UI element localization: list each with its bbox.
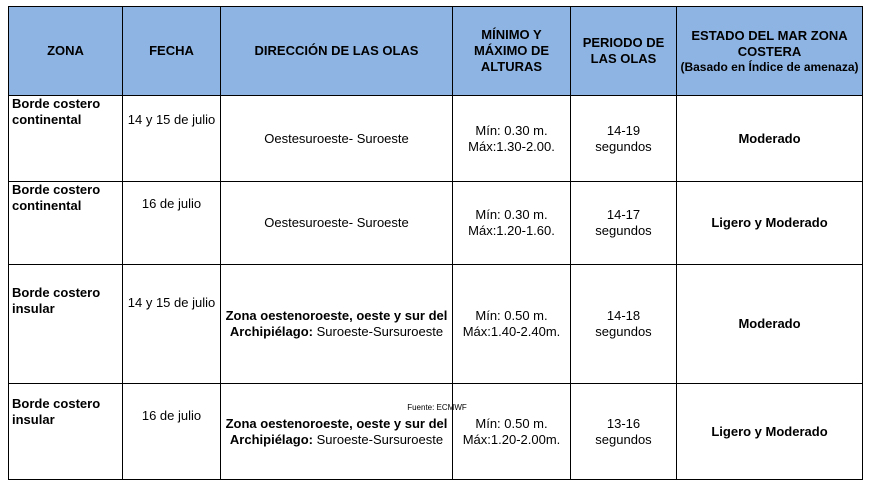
- cell-alturas: [453, 96, 571, 182]
- direccion-zone-label: Zona oestenoroeste, oeste y sur del Archipiélago:: [225, 308, 448, 339]
- source-caption: Fuente: ECMWF: [407, 403, 467, 412]
- cell-fecha: 14 y 15 de julio: [123, 265, 221, 384]
- altura-min: Mín: 0.30 m.: [475, 122, 548, 138]
- header-fecha: FECHA: [123, 7, 221, 96]
- cell-alturas: [453, 265, 571, 384]
- table-header: [9, 7, 863, 96]
- periodo-unit: segundos: [595, 138, 652, 154]
- table-body: [9, 96, 863, 480]
- table-row: [9, 96, 863, 182]
- table-row: [9, 182, 863, 265]
- cell-fecha: 14 y 15 de julio: [123, 96, 221, 182]
- cell-fecha: 16 de julio: [123, 384, 221, 480]
- header-periodo: PERIODO DE LAS OLAS: [571, 7, 677, 96]
- cell-periodo: [571, 384, 677, 480]
- direccion-value: Suroeste-Sursuroeste: [313, 431, 444, 447]
- cell-zona: Borde costero insular: [9, 384, 123, 480]
- cell-zona: Borde costero insular: [9, 265, 123, 384]
- cell-estado: Moderado: [677, 265, 863, 384]
- header-estado: [677, 7, 863, 96]
- cell-alturas: [453, 384, 571, 480]
- header-estado-title: ESTADO DEL MAR ZONA COSTERA: [691, 27, 848, 59]
- altura-min: Mín: 0.30 m.: [475, 207, 548, 222]
- cell-alturas: [453, 182, 571, 265]
- direccion-zone-label: Zona oestenoroeste, oeste y sur del Archipiélago:: [225, 415, 448, 447]
- cell-zona: Borde costero continental: [9, 182, 123, 265]
- header-row: [9, 7, 863, 96]
- cell-direccion: [221, 384, 453, 480]
- altura-max: Máx:1.20-1.60.: [468, 223, 555, 238]
- periodo-value: 14-19: [606, 122, 641, 138]
- cell-direccion: [221, 96, 453, 182]
- direccion-value: Oestesuroeste- Suroeste: [264, 130, 409, 146]
- cell-estado: Ligero y Moderado: [677, 182, 863, 265]
- periodo-value: 14-17: [606, 207, 641, 222]
- periodo-unit: segundos: [595, 431, 652, 447]
- altura-max: Máx:1.40-2.40m.: [462, 324, 561, 339]
- altura-max: Máx:1.20-2.00m.: [462, 431, 561, 447]
- cell-estado: Moderado: [677, 96, 863, 182]
- altura-min: Mín: 0.50 m.: [475, 308, 548, 323]
- periodo-value: 14-18: [606, 308, 641, 323]
- table-row: [9, 384, 863, 480]
- direccion-value: Suroeste-Sursuroeste: [313, 324, 444, 339]
- cell-estado: Ligero y Moderado: [677, 384, 863, 480]
- cell-zona: Borde costero continental: [9, 96, 123, 182]
- periodo-unit: segundos: [595, 223, 652, 238]
- cell-fecha: 16 de julio: [123, 182, 221, 265]
- altura-min: Mín: 0.50 m.: [475, 415, 548, 431]
- table-row: [9, 265, 863, 384]
- cell-direccion: [221, 265, 453, 384]
- direccion-value: Oestesuroeste- Suroeste: [264, 215, 409, 230]
- header-zona: ZONA: [9, 7, 123, 96]
- cell-periodo: [571, 265, 677, 384]
- cell-periodo: [571, 182, 677, 265]
- header-estado-subtitle: (Basado en Índice de amenaza): [680, 59, 859, 74]
- header-direccion: DIRECCIÓN DE LAS OLAS: [221, 7, 453, 96]
- altura-max: Máx:1.30-2.00.: [468, 138, 555, 154]
- header-alturas: MÍNIMO Y MÁXIMO DE ALTURAS: [453, 7, 571, 96]
- periodo-value: 13-16: [606, 415, 641, 431]
- cell-periodo: [571, 96, 677, 182]
- periodo-unit: segundos: [595, 324, 652, 339]
- cell-direccion: [221, 182, 453, 265]
